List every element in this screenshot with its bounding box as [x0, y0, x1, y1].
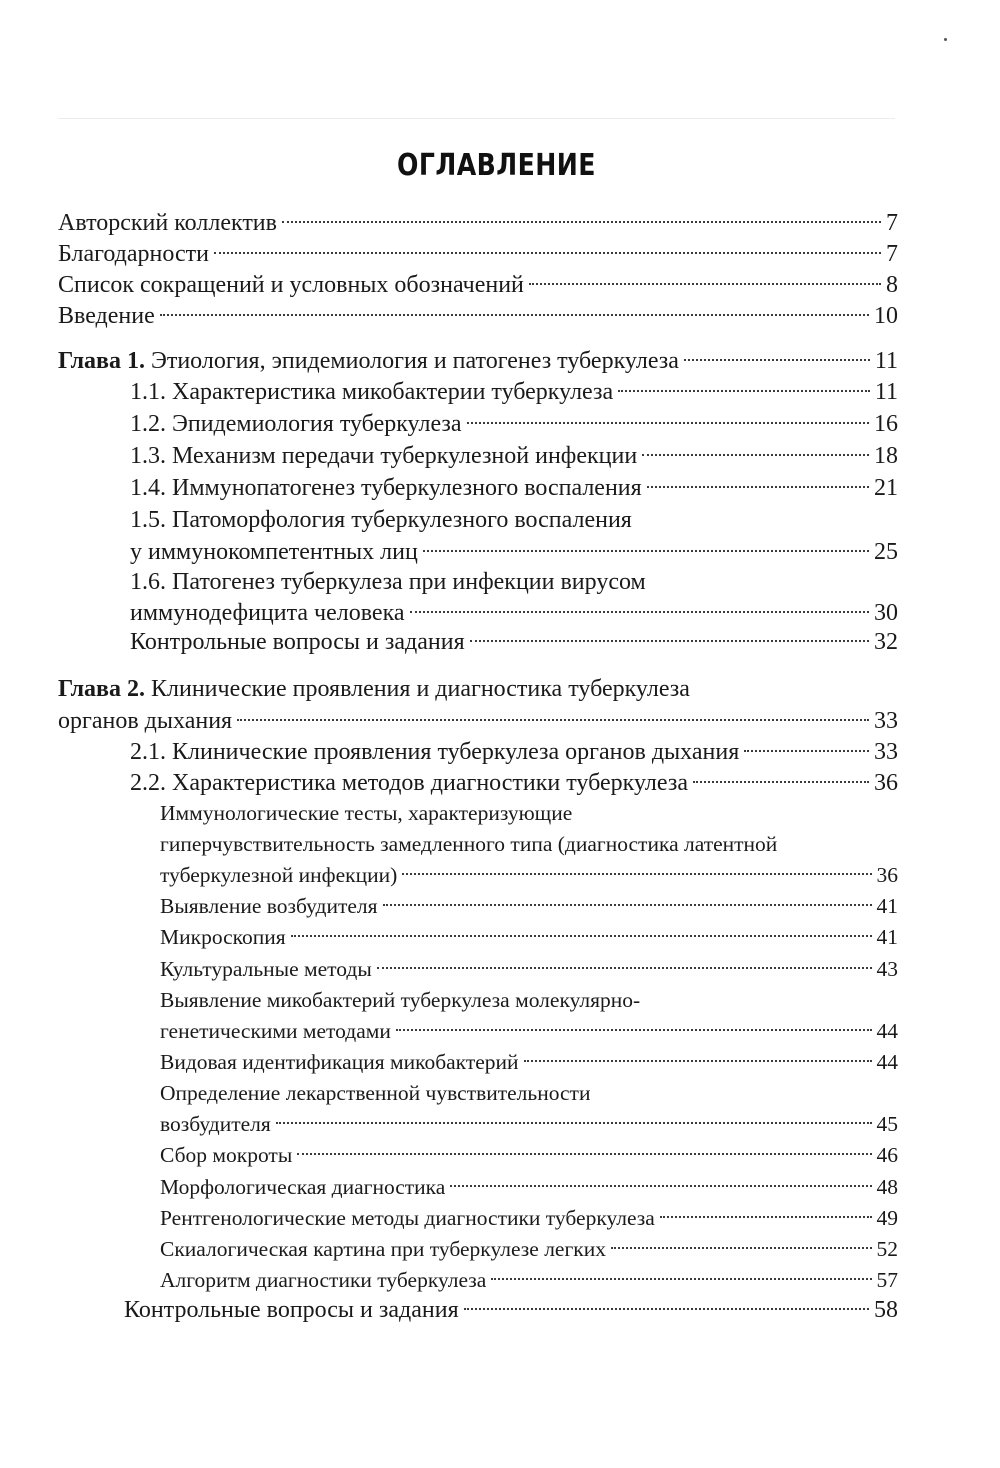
toc-entry-text: Сбор мокроты	[160, 1143, 293, 1167]
toc-section-2-2[interactable]	[130, 767, 898, 799]
toc-entry-text: иммунодефицита человека	[130, 600, 405, 626]
dot-leader	[470, 640, 869, 642]
toc-entry-authors[interactable]	[58, 207, 898, 239]
bleed-through-header-rule	[58, 108, 895, 119]
toc-page-number: 33	[874, 708, 898, 734]
toc-entry-text: Культуральные методы	[160, 957, 372, 981]
dot-leader	[647, 486, 869, 488]
toc-entry-abbreviations[interactable]	[58, 269, 898, 301]
toc-sub-algorithm[interactable]	[160, 1264, 898, 1296]
dot-leader	[377, 967, 872, 969]
page-title: ОГЛАВЛЕНИЕ	[397, 148, 596, 183]
dot-leader	[282, 221, 881, 223]
toc-entry-text: 1.4. Иммунопатогенез туберкулезного воспаления	[130, 475, 642, 501]
toc-entry-text: генетическими методами	[160, 1019, 391, 1043]
toc-entry-text: Введение	[58, 303, 155, 329]
dot-leader	[611, 1247, 872, 1249]
toc-entry-text: у иммунокомпетентных лиц	[130, 539, 418, 565]
dot-leader	[291, 935, 872, 937]
toc-entry-text: Список сокращений и условных обозначений	[58, 272, 524, 298]
toc-entry-text: Рентгенологические методы диагностики туберкулеза	[160, 1206, 655, 1230]
dot-leader	[467, 422, 869, 424]
toc-entry-text: Контрольные вопросы и задания	[124, 1297, 459, 1323]
toc-entry-text: возбудителя	[160, 1112, 271, 1136]
chapter-title: Этиология, эпидемиология и патогенез туберкулеза	[151, 348, 679, 374]
toc-sub-drug-line1[interactable]: Определение лекарственной чувствительности	[160, 1081, 591, 1105]
dot-leader	[450, 1185, 871, 1187]
toc-sub-drug[interactable]	[160, 1108, 898, 1140]
scan-speck	[944, 38, 947, 41]
toc-sub-immuno-line1[interactable]: Иммунологические тесты, характеризующие	[160, 801, 573, 825]
toc-entry-text: 1.2. Эпидемиология туберкулеза	[130, 411, 462, 437]
toc-page-number: 30	[874, 600, 898, 626]
toc-section-1-6[interactable]	[130, 597, 898, 629]
toc-chapter-2[interactable]	[58, 705, 898, 737]
toc-section-1-1[interactable]	[130, 376, 898, 408]
toc-page-number: 18	[874, 443, 898, 469]
dot-leader	[693, 781, 869, 783]
toc-sub-immuno[interactable]	[160, 859, 898, 891]
toc-section-1-5-line1[interactable]: 1.5. Патоморфология туберкулезного воспаления	[130, 507, 632, 533]
toc-page-number: 44	[876, 1019, 898, 1043]
dot-leader	[410, 611, 869, 613]
toc-page-number: 7	[886, 210, 898, 236]
toc-sub-molecular[interactable]	[160, 1015, 898, 1047]
dot-leader	[297, 1153, 871, 1155]
toc-sub-immuno-line2[interactable]: гиперчувствительность замедленного типа (диагностика латентной	[160, 832, 778, 856]
toc-entry-text: 2.2. Характеристика методов диагностики туберкулеза	[130, 770, 688, 796]
dot-leader	[383, 904, 872, 906]
dot-leader	[524, 1060, 872, 1062]
dot-leader	[464, 1308, 869, 1310]
toc-page-number: 44	[876, 1050, 898, 1074]
toc-sub-morphology[interactable]	[160, 1171, 898, 1203]
chapter-label: Глава 1.	[58, 348, 145, 374]
toc-page-number: 16	[874, 411, 898, 437]
toc-chapter-2-questions[interactable]	[124, 1294, 898, 1326]
toc-page-number: 10	[874, 303, 898, 329]
toc-sub-detection[interactable]	[160, 890, 898, 922]
toc-page-number: 21	[874, 475, 898, 501]
toc-page-number: 57	[876, 1268, 898, 1292]
toc-entry-introduction[interactable]	[58, 300, 898, 332]
toc-page-number: 49	[876, 1206, 898, 1230]
dot-leader	[660, 1216, 872, 1218]
toc-page-number: 58	[874, 1297, 898, 1323]
toc-section-1-3[interactable]	[130, 440, 898, 472]
toc-page-number: 46	[876, 1143, 898, 1167]
chapter-title: Клинические проявления и диагностика туберкулеза	[151, 676, 690, 702]
dot-leader	[529, 283, 881, 285]
toc-page-number: 11	[874, 379, 898, 405]
toc-page-number: 43	[876, 957, 898, 981]
toc-entry-text: Авторский коллектив	[58, 210, 277, 236]
toc-page-number: 7	[886, 241, 898, 267]
toc-sub-molecular-line1[interactable]: Выявление микобактерий туберкулеза молекулярно-	[160, 988, 641, 1012]
toc-entry-text: туберкулезной инфекции)	[160, 863, 398, 887]
dot-leader	[396, 1029, 872, 1031]
toc-sub-skiagraphy[interactable]	[160, 1233, 898, 1265]
toc-page-number: 45	[876, 1112, 898, 1136]
dot-leader	[160, 314, 869, 316]
toc-entry-text: Выявление возбудителя	[160, 894, 378, 918]
dot-leader	[402, 873, 871, 875]
toc-chapter-1[interactable]	[58, 345, 898, 377]
toc-page-number: 36	[876, 863, 898, 887]
toc-page-number: 36	[874, 770, 898, 796]
toc-page-number: 33	[874, 739, 898, 765]
toc-sub-sputum[interactable]	[160, 1139, 898, 1171]
toc-chapter-1-questions[interactable]	[130, 626, 898, 658]
dot-leader	[618, 390, 870, 392]
toc-page-number: 41	[876, 925, 898, 949]
dot-leader	[423, 550, 869, 552]
dot-leader	[642, 454, 869, 456]
toc-section-1-4[interactable]	[130, 472, 898, 504]
toc-entry-text: Благодарности	[58, 241, 209, 267]
toc-entry-thanks[interactable]	[58, 238, 898, 270]
toc-entry-text: органов дыхания	[58, 708, 233, 734]
dot-leader	[684, 359, 870, 361]
toc-section-1-2[interactable]	[130, 408, 898, 440]
toc-sub-species[interactable]	[160, 1046, 898, 1078]
toc-entry-text: Алгоритм диагностики туберкулеза	[160, 1268, 487, 1292]
toc-sub-xray[interactable]	[160, 1202, 898, 1234]
dot-leader	[276, 1122, 872, 1124]
dot-leader	[744, 750, 869, 752]
chapter-label: Глава 2.	[58, 676, 145, 702]
toc-page-number: 25	[874, 539, 898, 565]
toc-section-2-1[interactable]	[130, 736, 898, 768]
toc-page-number: 32	[874, 629, 898, 655]
toc-section-1-5[interactable]	[130, 536, 898, 568]
toc-entry-text: 2.1. Клинические проявления туберкулеза органов дыхания	[130, 739, 740, 765]
toc-entry-text: 1.1. Характеристика микобактерии туберкулеза	[130, 379, 614, 405]
toc-chapter-2-line1[interactable]	[58, 673, 898, 705]
toc-entry-text: Морфологическая диагностика	[160, 1175, 446, 1199]
toc-section-1-6-line1[interactable]: 1.6. Патогенез туберкулеза при инфекции вирусом	[130, 569, 646, 595]
toc-entry-text: 1.3. Механизм передачи туберкулезной инфекции	[130, 443, 638, 469]
toc-page-number: 41	[876, 894, 898, 918]
toc-page-number: 52	[876, 1237, 898, 1261]
toc-page-number: 11	[874, 348, 898, 374]
toc-entry-text: Микроскопия	[160, 925, 286, 949]
toc-page-number: 48	[876, 1175, 898, 1199]
toc-sub-microscopy[interactable]	[160, 921, 898, 953]
toc-sub-culture[interactable]	[160, 953, 898, 985]
toc-page-number: 8	[886, 272, 898, 298]
toc-entry-text: Контрольные вопросы и задания	[130, 629, 465, 655]
dot-leader	[237, 719, 869, 721]
dot-leader	[214, 252, 881, 254]
toc-entry-text: Видовая идентификация микобактерий	[160, 1050, 519, 1074]
dot-leader	[491, 1278, 871, 1280]
toc-entry-text: Скиалогическая картина при туберкулезе легких	[160, 1237, 606, 1261]
